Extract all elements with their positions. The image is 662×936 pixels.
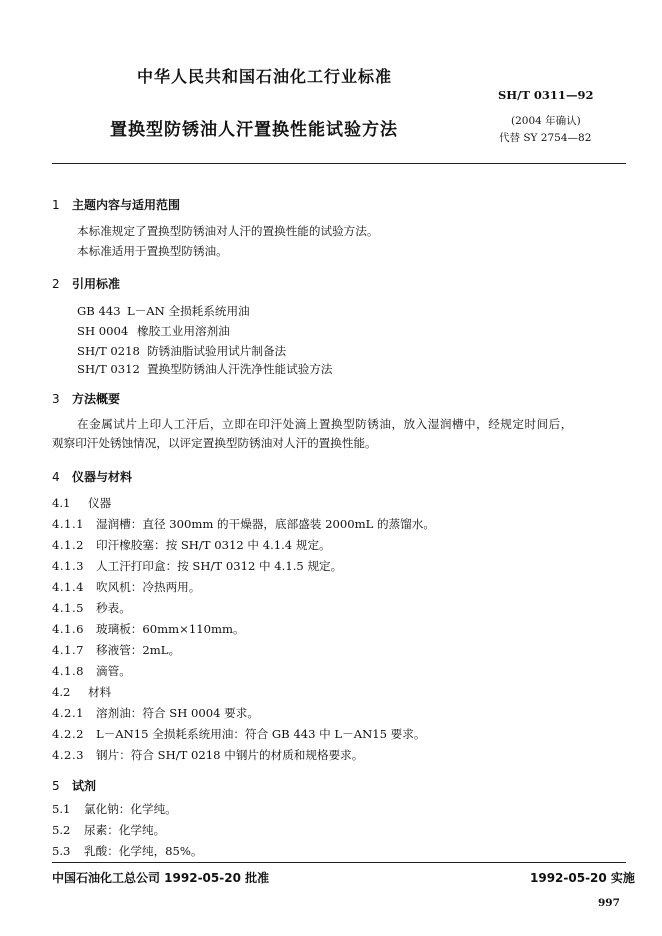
item-number: 4.1.4: [52, 580, 84, 594]
footer-divider: [52, 862, 626, 863]
page-number: 997: [598, 897, 620, 909]
item-text: 氯化钠：化学纯。: [84, 802, 177, 816]
item-number: 4.2.1: [52, 706, 84, 720]
item-number: 4.1.3: [52, 559, 84, 573]
item-text: L－AN15 全损耗系统用油：符合 GB 443 中 L－AN15 要求。: [96, 727, 426, 741]
item-number: 4.1.1: [52, 517, 84, 531]
item-text: 钢片：符合 SH/T 0218 中钢片的材质和规格要求。: [96, 748, 364, 762]
material-item: [52, 705, 259, 721]
reference-item: [77, 323, 230, 339]
reference-item: [77, 361, 333, 377]
confirmation-note: (2004 年确认): [511, 115, 581, 127]
section-title: 仪器与材料: [72, 470, 133, 484]
approval-line: 中国石油化工总公司 1992-05-20 批准: [52, 871, 270, 885]
item-number: 4.2.3: [52, 748, 84, 762]
apparatus-item: [52, 516, 435, 532]
item-number: 4.1.7: [52, 643, 84, 657]
subsection-title: 材料: [88, 685, 112, 699]
item-number: 4.2.2: [52, 727, 84, 741]
apparatus-item: [52, 642, 180, 658]
section-number: 5: [52, 779, 60, 793]
reference-name: 防锈油脂试验用试片制备法: [147, 344, 287, 358]
item-text: 滴管。: [96, 664, 131, 678]
section-number: 3: [52, 392, 60, 406]
section-number: 2: [52, 277, 60, 291]
item-text: 湿润槽：直径 300mm 的干燥器，底部盛装 2000mL 的蒸馏水。: [96, 517, 435, 531]
apparatus-item: [52, 600, 131, 616]
item-text: 印汗橡胶塞：按 SH/T 0312 中 4.1.4 规定。: [96, 538, 331, 552]
reagent-item: [52, 801, 177, 817]
item-text: 移液管：2mL。: [96, 643, 181, 657]
item-text: 吹风机：冷热两用。: [96, 580, 201, 594]
item-number: 5.1: [52, 802, 71, 816]
section-title: 方法概要: [72, 392, 121, 406]
header-divider: [52, 163, 626, 164]
apparatus-item: [52, 537, 331, 553]
item-text: 人工汗打印盒：按 SH/T 0312 中 4.1.5 规定。: [96, 559, 343, 573]
reagent-item: [52, 843, 203, 859]
item-text: 尿素：化学纯。: [84, 823, 166, 837]
item-text: 秒表。: [96, 601, 131, 615]
subsection-title: 仪器: [88, 496, 112, 510]
paragraph: 观察印汗处锈蚀情况，以评定置换型防锈油对人汗的置换性能。: [52, 436, 377, 450]
item-number: 4.1.6: [52, 622, 84, 636]
paragraph: 本标准适用于置换型防锈油。: [77, 244, 228, 258]
section-number: 4: [52, 470, 60, 484]
paragraph: 本标准规定了置换型防锈油对人汗的置换性能的试验方法。: [77, 224, 379, 238]
reference-code: SH/T 0312: [77, 362, 140, 376]
item-text: 溶剂油：符合 SH 0004 要求。: [96, 706, 259, 720]
section-1-heading: [52, 196, 180, 213]
reference-item: [77, 303, 250, 319]
reference-code: SH 0004: [77, 324, 129, 338]
apparatus-item: [52, 558, 342, 574]
section-number: 1: [52, 198, 60, 212]
material-item: [52, 726, 425, 742]
subsection-number: 4.1: [52, 496, 71, 510]
item-number: 4.1.2: [52, 538, 84, 552]
item-number: 5.2: [52, 823, 71, 837]
item-text: 玻璃板：60mm×110mm。: [96, 622, 245, 636]
section-title: 引用标准: [72, 277, 121, 291]
paragraph: 在金属试片上印人工汗后，立即在印汗处滴上置换型防锈油，放入湿润槽中，经规定时间后，: [77, 417, 573, 431]
reference-name: L－AN 全损耗系统用油: [127, 304, 250, 318]
effective-date-line: 1992-05-20 实施: [530, 871, 635, 885]
section-title: 主题内容与适用范围: [72, 198, 181, 212]
subsection-heading: [52, 495, 111, 511]
subsection-number: 4.2: [52, 685, 71, 699]
item-text: 乳酸：化学纯，85%。: [84, 844, 203, 858]
reference-item: [77, 343, 286, 359]
reference-code: SH/T 0218: [77, 344, 140, 358]
section-5-heading: [52, 777, 96, 794]
apparatus-item: [52, 579, 200, 595]
item-number: 5.3: [52, 844, 71, 858]
apparatus-item: [52, 663, 131, 679]
section-4-heading: [52, 468, 132, 485]
reagent-item: [52, 822, 165, 838]
reference-code: GB 443: [77, 304, 121, 318]
item-number: 4.1.5: [52, 601, 84, 615]
issuing-organization: 中华人民共和国石油化工行业标准: [137, 67, 393, 86]
item-number: 4.1.8: [52, 664, 84, 678]
section-2-heading: [52, 275, 120, 292]
material-item: [52, 747, 363, 763]
reference-name: 橡胶工业用溶剂油: [137, 324, 230, 338]
section-title: 试剂: [72, 779, 97, 793]
section-3-heading: [52, 390, 120, 407]
replaces-note: 代替 SY 2754—82: [499, 132, 592, 144]
standard-code: SH/T 0311—92: [498, 88, 594, 102]
apparatus-item: [52, 621, 245, 637]
reference-name: 置换型防锈油人汗洗净性能试验方法: [147, 362, 333, 376]
subsection-heading: [52, 684, 111, 700]
document-title: 置换型防锈油人汗置换性能试验方法: [110, 120, 398, 140]
